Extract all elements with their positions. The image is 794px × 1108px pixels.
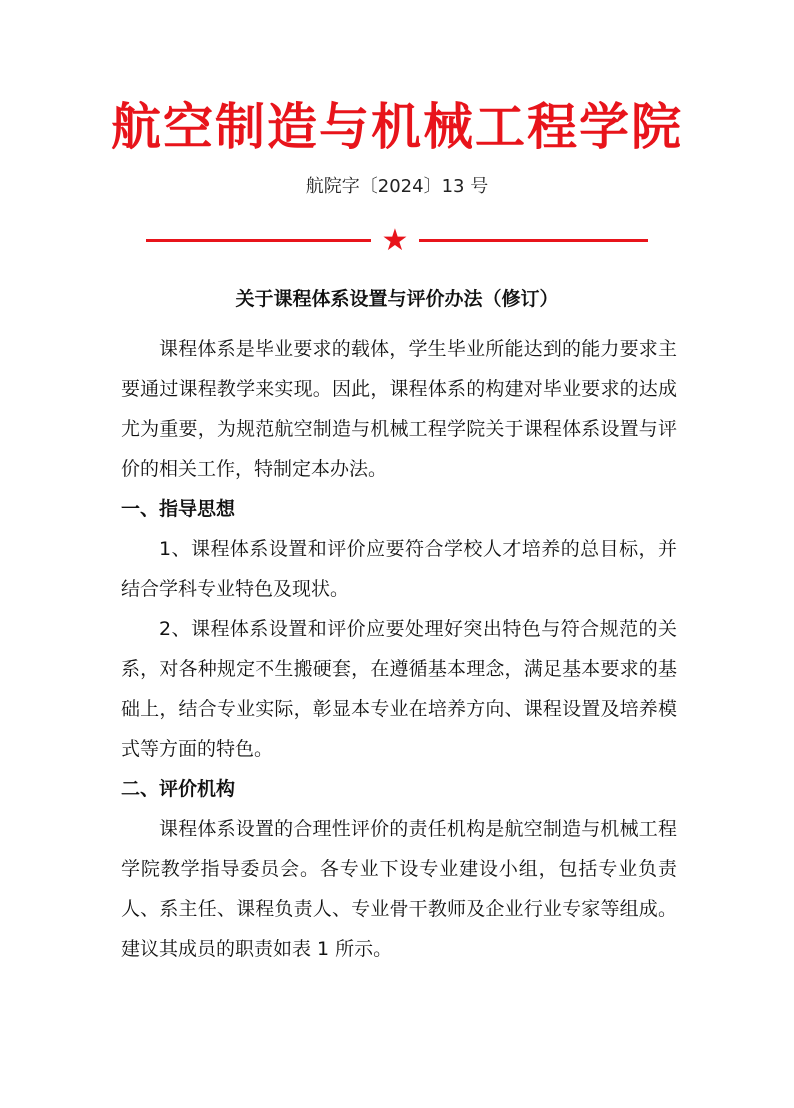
divider-line-left <box>146 239 371 242</box>
intro-paragraph: 课程体系是毕业要求的载体，学生毕业所能达到的能力要求主要通过课程教学来实现。因此，课程体系的构建对毕业要求的达成尤为重要，为规范航空制造与机械工程学院关于课程体系设置与评价的相关工作，特制定本办法。 <box>121 338 677 480</box>
section-heading: 二、评价机构 <box>121 778 236 800</box>
section-paragraph: 2、课程体系设置和评价应要处理好突出特色与符合规范的关系，对各种规定不生搬硬套，在遵循基本理念，满足基本要求的基础上，结合专业实际，彰显本专业在培养方向、课程设置及培养模式等方面的特色。 <box>121 618 677 760</box>
divider-line-right <box>419 239 648 242</box>
document-title: 关于课程体系设置与评价办法（修订） <box>235 288 559 310</box>
star-icon: ★ <box>381 223 409 258</box>
section-paragraph: 课程体系设置的合理性评价的责任机构是航空制造与机械工程学院教学指导委员会。各专业下设专业建设小组，包括专业负责人、系主任、课程负责人、专业骨干教师及企业行业专家等组成。建议其成员的职责如表 1 所示。 <box>121 818 677 960</box>
red-divider <box>146 223 648 258</box>
doc-number: 航院字〔2024〕13 号 <box>305 176 489 197</box>
section-heading: 一、指导思想 <box>121 498 236 520</box>
document-body <box>121 329 677 969</box>
section-paragraph: 1、课程体系设置和评价应要符合学校人才培养的总目标，并结合学科专业特色及现状。 <box>121 538 677 600</box>
org-title: 航空制造与机械工程学院 <box>111 98 683 156</box>
